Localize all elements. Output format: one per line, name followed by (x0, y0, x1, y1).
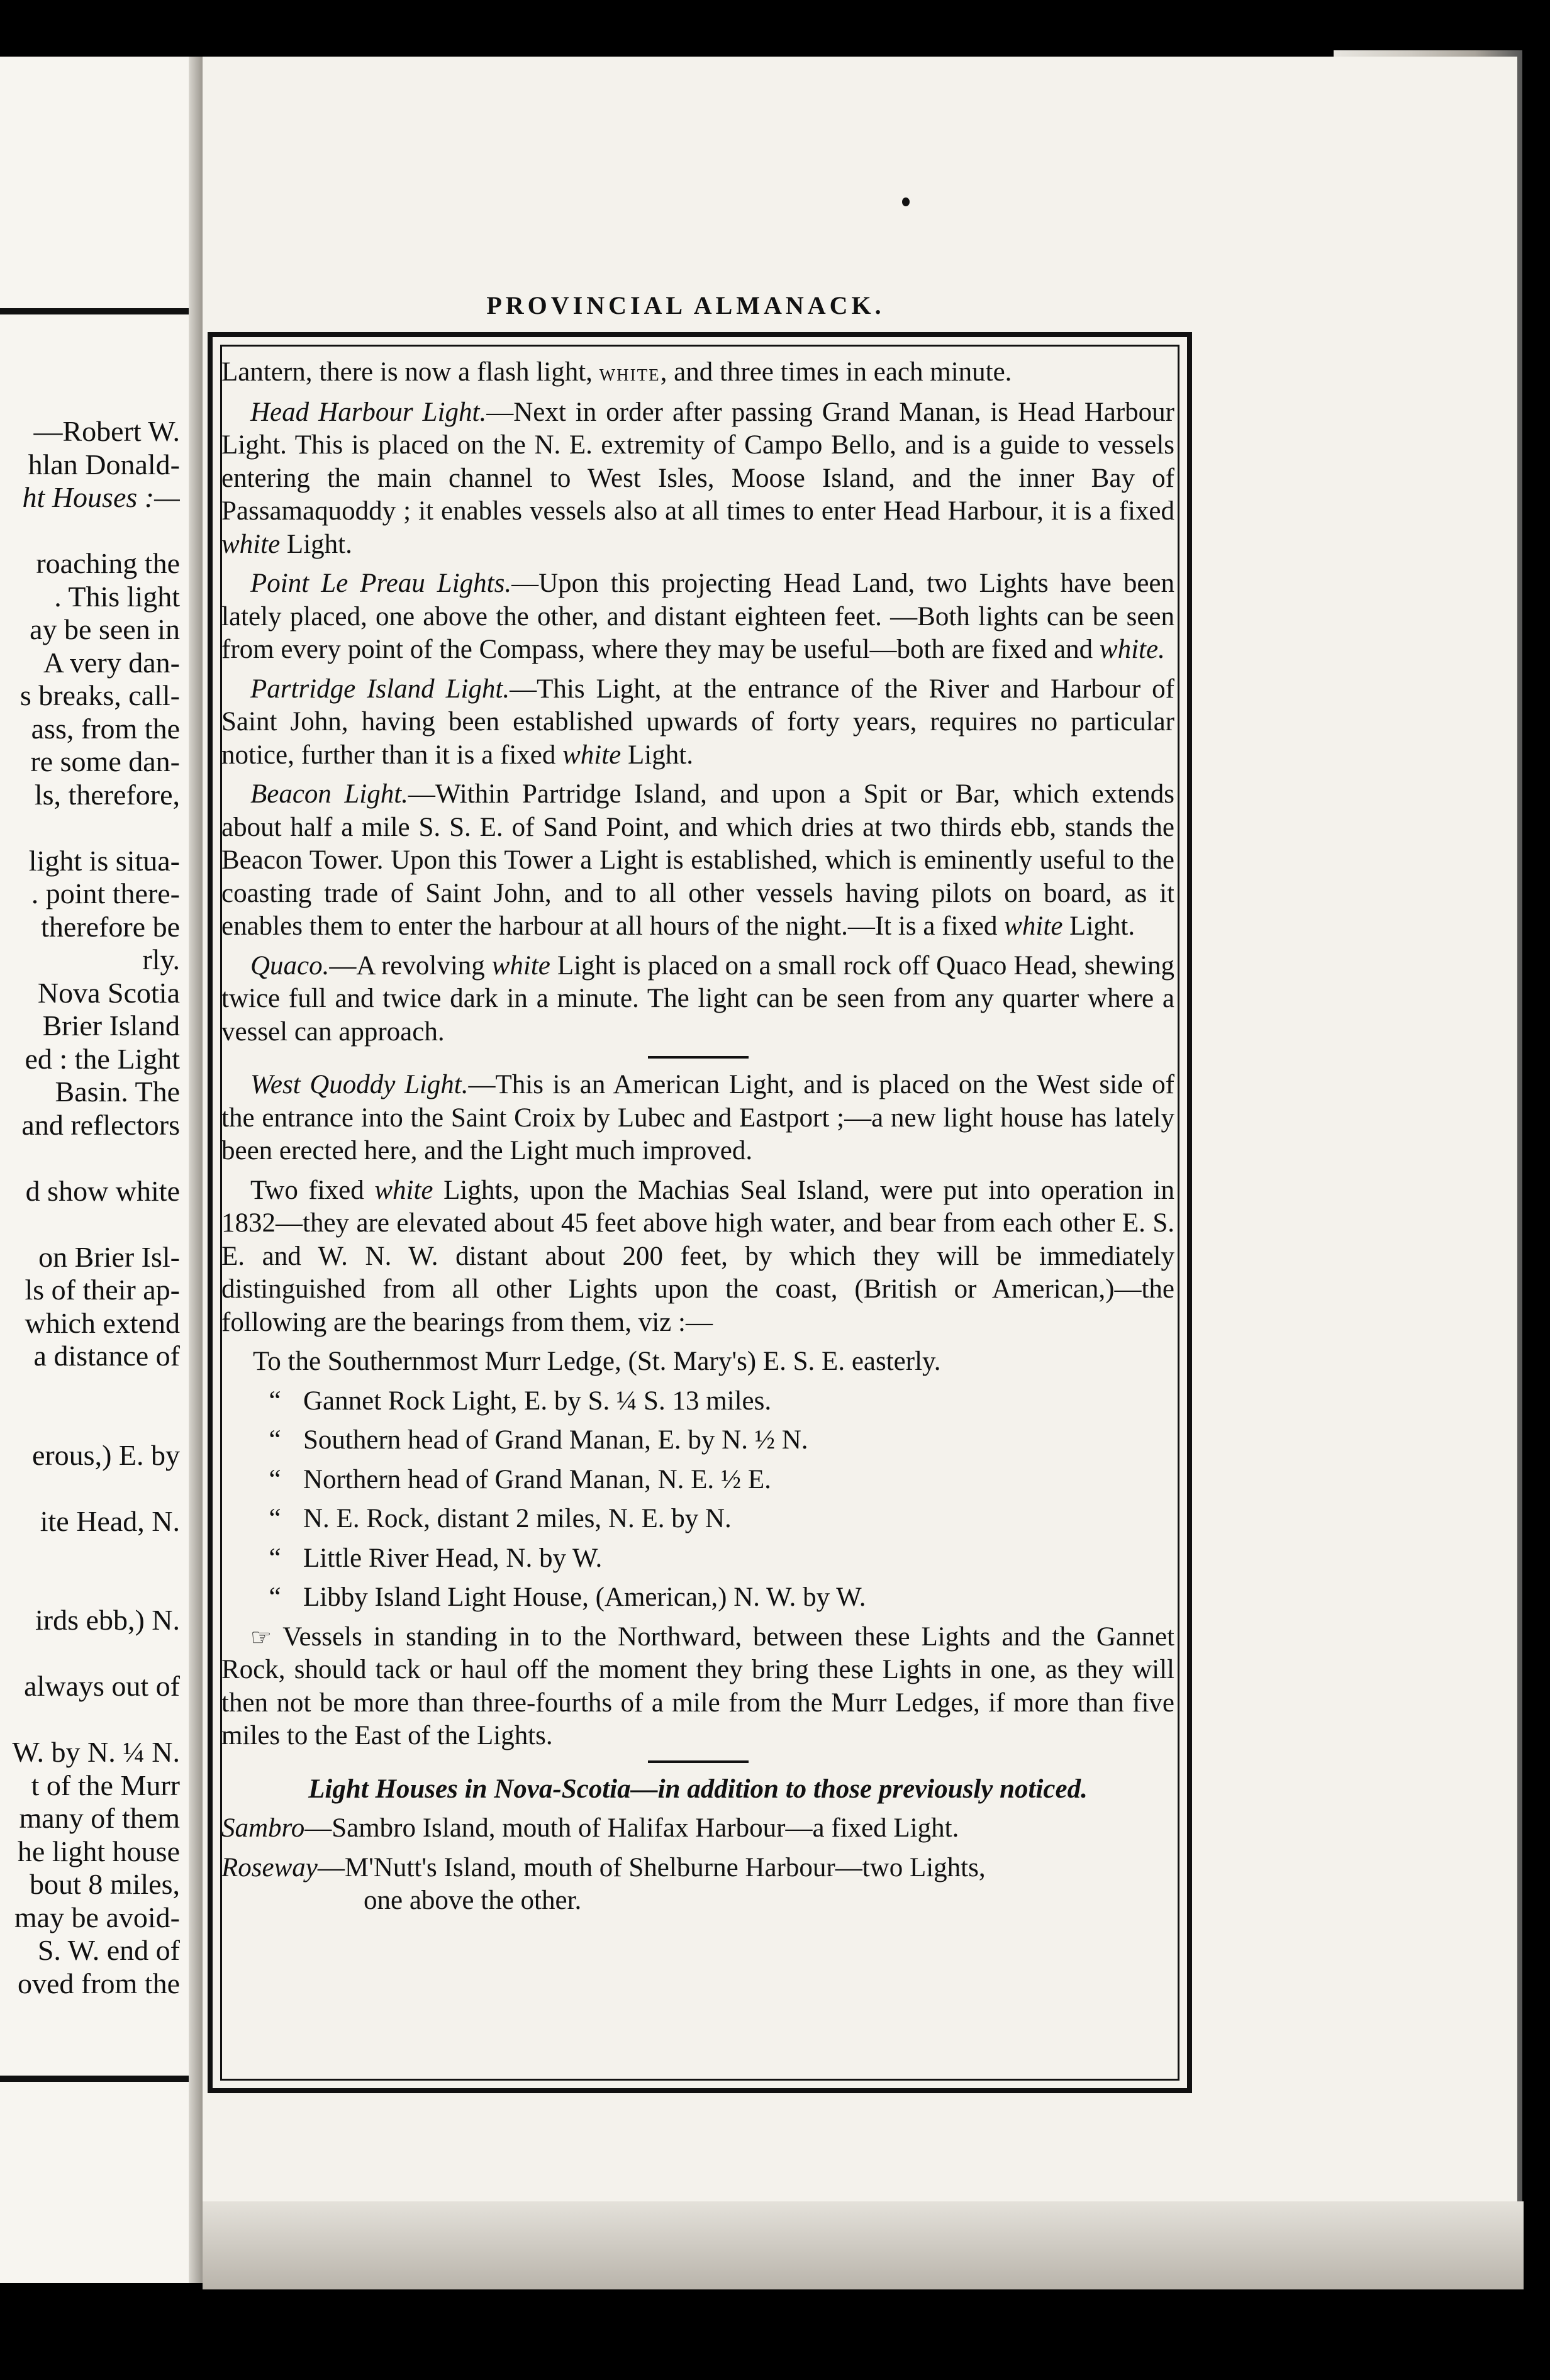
left-page-line: W. by N. ¼ N. (12, 1736, 180, 1768)
bearing-item (221, 1424, 1174, 1457)
beacon-light-title: Beacon Light. (250, 779, 408, 809)
partridge-island-title: Partridge Island Light. (250, 674, 510, 704)
left-page-line: . point there- (31, 877, 180, 909)
bearing-item (221, 1581, 1174, 1615)
left-page-line: he light house (17, 1835, 180, 1867)
ditto-mark: “ (269, 1425, 281, 1455)
left-page-frame (0, 308, 196, 2082)
ditto-mark: “ (269, 1464, 281, 1494)
running-header: PROVINCIAL ALMANACK. (486, 291, 885, 320)
pointing-hand-icon: ☞ (250, 1623, 272, 1651)
left-page-line: Brier Island (42, 1009, 180, 1042)
left-page-line: may be avoid- (14, 1901, 180, 1933)
left-page-line: irds ebb,) N. (35, 1604, 180, 1636)
machias-paragraph: Two fixed white Lights, upon the Machias Seal Island, were put into operation in 1832—they are elevated about 45 feet above high water, and bear from each other E. S. E. and W. N. W. distant about 200 feet, by which they will be immediately distinguished from all other Lights upon the coast, (British or American,)—the following are the bearings from them, viz :— (221, 1175, 1174, 1337)
left-page-line (0, 1703, 180, 1737)
nova-scotia-title: Light Houses in Nova-Scotia—in addition to those previously noticed. (308, 1774, 1088, 1804)
left-page-line: many of them (19, 1802, 180, 1834)
bearing-item (221, 1464, 1174, 1497)
left-page-line: rly. (142, 943, 180, 976)
page-content (221, 356, 1174, 1924)
ditto-mark: “ (269, 1582, 281, 1612)
bearing-text: N. E. Rock, distant 2 miles, N. E. by N. (303, 1504, 732, 1533)
left-page-line: d show white (25, 1174, 180, 1207)
left-page-line: ht Houses :— (22, 481, 180, 513)
left-page-line: and reflectors (21, 1108, 180, 1141)
ink-dot (902, 197, 910, 206)
bearing-text: To the Southernmost Murr Ledge, (St. Mary's) E. S. E. easterly. (253, 1347, 941, 1376)
left-page-line: therefore be (41, 910, 180, 943)
left-page-line: ay be seen in (30, 613, 180, 645)
left-page-line: ed : the Light (25, 1042, 180, 1075)
west-quoddy-title: West Quoddy Light. (250, 1070, 469, 1099)
nova-scotia-item-name: Roseway (221, 1852, 318, 1882)
quaco-paragraph: Quaco.—A revolving white Light is placed on a small rock off Quaco Head, shewing twice full and twice dark in a minute. The light can be seen from any quarter where a vessel can approach. (221, 950, 1175, 1047)
nova-scotia-list (221, 1812, 1174, 1918)
section-rule (648, 1760, 749, 1763)
left-page-line: light is situa- (28, 844, 180, 877)
left-page-line: which extend (25, 1306, 180, 1339)
left-page-line: t of the Murr (31, 1769, 180, 1801)
left-page-line (0, 1637, 180, 1671)
left-page-line (0, 1373, 180, 1406)
left-page-line (0, 1406, 180, 1439)
left-page-line: s breaks, call- (20, 679, 180, 711)
quaco-title: Quaco. (250, 950, 330, 981)
left-page-line (0, 1571, 180, 1604)
nova-scotia-item (221, 1852, 1174, 1918)
left-page-line (0, 811, 180, 845)
left-facing-page (0, 57, 208, 2283)
left-page-line: —Robert W. (33, 415, 180, 447)
bearing-item (221, 1503, 1174, 1536)
bearing-text: Northern head of Grand Manan, N. E. ½ E. (303, 1464, 771, 1494)
bearing-text: Gannet Rock Light, E. by S. ¼ S. 13 miles. (303, 1386, 772, 1416)
point-le-preau-paragraph: Point Le Preau Lights.—Upon this projecting Head Land, two Lights have been lately placed, one above the other, and distant eighteen feet. —Both lights can be seen from every point of the Compass, where they may be useful—both are fixed and white. (221, 569, 1174, 664)
partridge-island-paragraph: Partridge Island Light.—This Light, at the entrance of the River and Harbour of Saint John, having been established upwards of forty years, requires no particular notice, further than it is a fixed white Light. (221, 674, 1174, 770)
bearing-text: Libby Island Light House, (American,) N. W. by W. (303, 1582, 866, 1612)
nova-scotia-item-text: —M'Nutt's Island, mouth of Shelburne Harbour—two Lights, (317, 1852, 986, 1882)
left-page-line: always out of (24, 1670, 180, 1702)
left-page-line: re some dan- (30, 745, 180, 777)
nova-scotia-item-continuation: one above the other. (364, 1886, 582, 1915)
page-bottom-edge (203, 2201, 1524, 2289)
left-page-line: S. W. end of (37, 1934, 180, 1966)
left-page-line: a distance of (33, 1340, 180, 1372)
bearing-text: Little River Head, N. by W. (303, 1543, 603, 1573)
ditto-mark: “ (269, 1386, 281, 1416)
left-page-line: ls, therefore, (34, 778, 180, 811)
beacon-light-paragraph: Beacon Light.—Within Partridge Island, and upon a Spit or Bar, which extends about half a mile S. S. E. of Sand Point, and which dries at two thirds ebb, stands the Beacon Tower. Upon this Tower a Light is established, which is eminently useful to the coasting trade of Saint John, and to all other vessels having pilots on board, as it enables them to enter the harbour at all hours of the night.—It is a fixed white Light. (221, 779, 1174, 941)
notice-paragraph: ☞ Vessels in standing in to the Northward, between these Lights and the Gannet Rock, should tack or haul off the moment they bring these Lights in one, as they will then not be more than three-fourths of a mile from the Murr Ledges, if more than five miles to the East of the Lights. (221, 1621, 1174, 1750)
head-harbour-title: Head Harbour Light. (250, 397, 487, 427)
left-page-line: roaching the (36, 547, 180, 579)
left-page-line (0, 1538, 180, 1571)
nova-scotia-item (221, 1812, 1174, 1845)
west-quoddy-paragraph: West Quoddy Light.—This is an American Light, and is placed on the West side of the entrance into the Saint Croix by Lubec and Eastport ;—a new light house has lately been erected here, and the Light much improved. (221, 1070, 1174, 1165)
bearings-list (221, 1345, 1174, 1615)
ditto-mark: “ (269, 1504, 281, 1533)
left-page-line (0, 1208, 180, 1241)
book-spine (189, 57, 203, 2283)
bearing-item (221, 1542, 1174, 1576)
left-page-line: on Brier Isl- (38, 1240, 180, 1273)
left-page-line: . This light (54, 580, 180, 613)
left-page-line: oved from the (17, 1967, 180, 1999)
text-frame (208, 332, 1192, 2093)
left-page-line (0, 1472, 180, 1505)
left-page-line: Basin. The (55, 1076, 180, 1108)
left-page-line: A very dan- (43, 646, 180, 679)
left-page-line: hlan Donald- (28, 448, 180, 481)
left-page-line: Nova Scotia (37, 976, 180, 1009)
left-page-line (0, 1142, 180, 1175)
left-page-line: erous,) E. by (31, 1438, 180, 1471)
nova-scotia-item-name: Sambro (221, 1813, 305, 1843)
left-page-line: ass, from the (31, 712, 180, 745)
head-harbour-paragraph: Head Harbour Light.—Next in order after passing Grand Manan, is Head Harbour Light. This is placed on the N. E. extremity of Campo Bello, and is a guide to vessels entering the main channel to West Isles, Moose Island, and the inner Bay of Passamaquoddy ; it enables vessels also at all times to enter Head Harbour, it is a fixed white Light. (221, 397, 1175, 559)
point-le-preau-title: Point Le Preau Lights. (250, 569, 512, 598)
lantern-paragraph: Lantern, there is now a flash light, white, and three times in each minute. (221, 357, 1012, 387)
bearing-item (221, 1345, 1174, 1379)
nova-scotia-item-text: —Sambro Island, mouth of Halifax Harbour—a fixed Light. (304, 1813, 959, 1843)
bearing-item (221, 1385, 1174, 1418)
left-page-line (0, 514, 180, 548)
ditto-mark: “ (269, 1543, 281, 1573)
left-page-line: bout 8 miles, (30, 1868, 180, 1900)
bearing-text: Southern head of Grand Manan, E. by N. ½ N. (303, 1425, 808, 1455)
left-page-text (0, 415, 180, 2000)
left-page-line: ls of their ap- (25, 1274, 180, 1306)
left-page-line: ite Head, N. (40, 1504, 180, 1537)
section-rule (648, 1056, 749, 1059)
